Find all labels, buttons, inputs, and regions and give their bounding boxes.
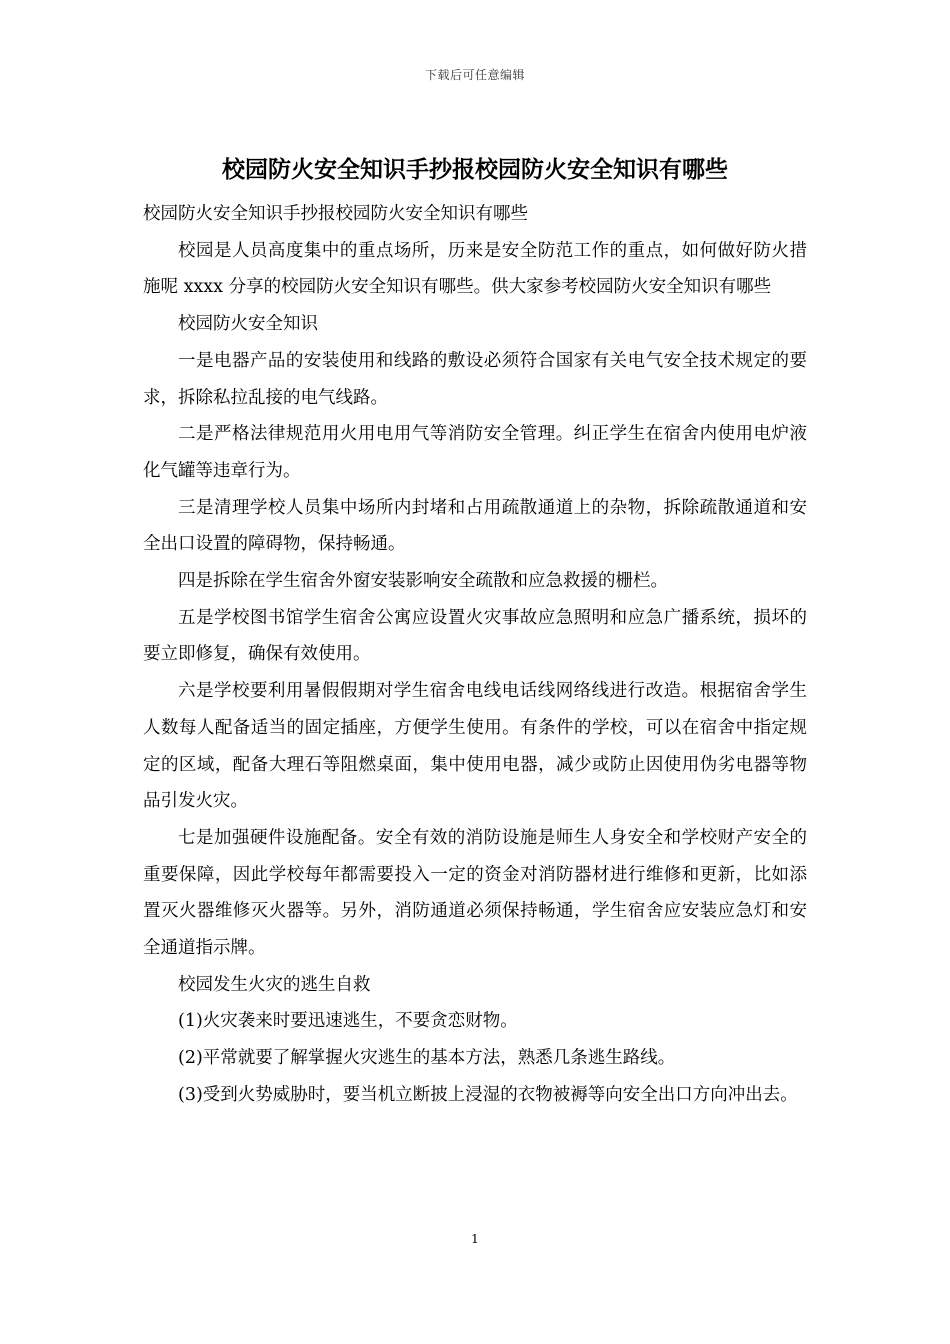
header-note: 下载后可任意编辑 [424,68,525,82]
section-heading-knowledge: 校园防火安全知识 [178,314,318,335]
paragraph-item-5: 五是学校图书馆学生宿舍公寓应设置火灾事故应急照明和应急广播系统，损坏的要立即修复，确保有效使用。 [143,607,807,665]
page-number: 1 [471,1232,479,1246]
escape-tip-1: (1)火灾袭来时要迅速逃生，不要贪恋财物。 [178,1011,518,1032]
paragraph-item-7: 七是加强硬件设施配备。安全有效的消防设施是师生人身安全和学校财产安全的重要保障，因此学校每年都需要投入一定的资金对消防器材进行维修和更新，比如添置灭火器维修灭火器等。另外，消防通道必须保持畅通，学生宿舍应安装应急灯和安全通道指示牌。 [143,827,807,959]
paragraph-item-1: 一是电器产品的安装使用和线路的敷设必须符合国家有关电气安全技术规定的要求，拆除私拉乱接的电气线路。 [143,350,807,408]
paragraph-item-2: 二是严格法律规范用火用电用气等消防安全管理。纠正学生在宿舍内使用电炉液化气罐等违章行为。 [143,424,807,481]
escape-tip-2: (2)平常就要了解掌握火灾逃生的基本方法，熟悉几条逃生路线。 [178,1048,676,1069]
paragraph-item-4: 四是拆除在学生宿舍外窗安装影响安全疏散和应急救援的栅栏。 [178,571,668,592]
section-heading-escape: 校园发生火灾的逃生自救 [178,974,371,995]
paragraph-item-3: 三是清理学校人员集中场所内封堵和占用疏散通道上的杂物，拆除疏散通道和安全出口设置的障碍物，保持畅通。 [143,497,807,555]
document-title: 校园防火安全知识手抄报校园防火安全知识有哪些 [222,156,728,183]
paragraph-intro: 校园是人员高度集中的重点场所，历来是安全防范工作的重点，如何做好防火措施呢 xxxx 分享的校园防火安全知识有哪些。供大家参考校园防火安全知识有哪些 [143,240,807,298]
paragraph-subtitle: 校园防火安全知识手抄报校园防火安全知识有哪些 [143,204,528,224]
document-body [143,196,807,1114]
paragraph-item-6: 六是学校要利用暑假假期对学生宿舍电线电话线网络线进行改造。根据宿舍学生人数每人配备适当的固定插座，方便学生使用。有条件的学校，可以在宿舍中指定规定的区域，配备大理石等阻燃桌面，集中使用电器，减少或防止因使用伪劣电器等物品引发火灾。 [143,681,807,812]
escape-tip-3: (3)受到火势威胁时，要当机立断披上浸湿的衣物被褥等向安全出口方向冲出去。 [178,1084,798,1105]
